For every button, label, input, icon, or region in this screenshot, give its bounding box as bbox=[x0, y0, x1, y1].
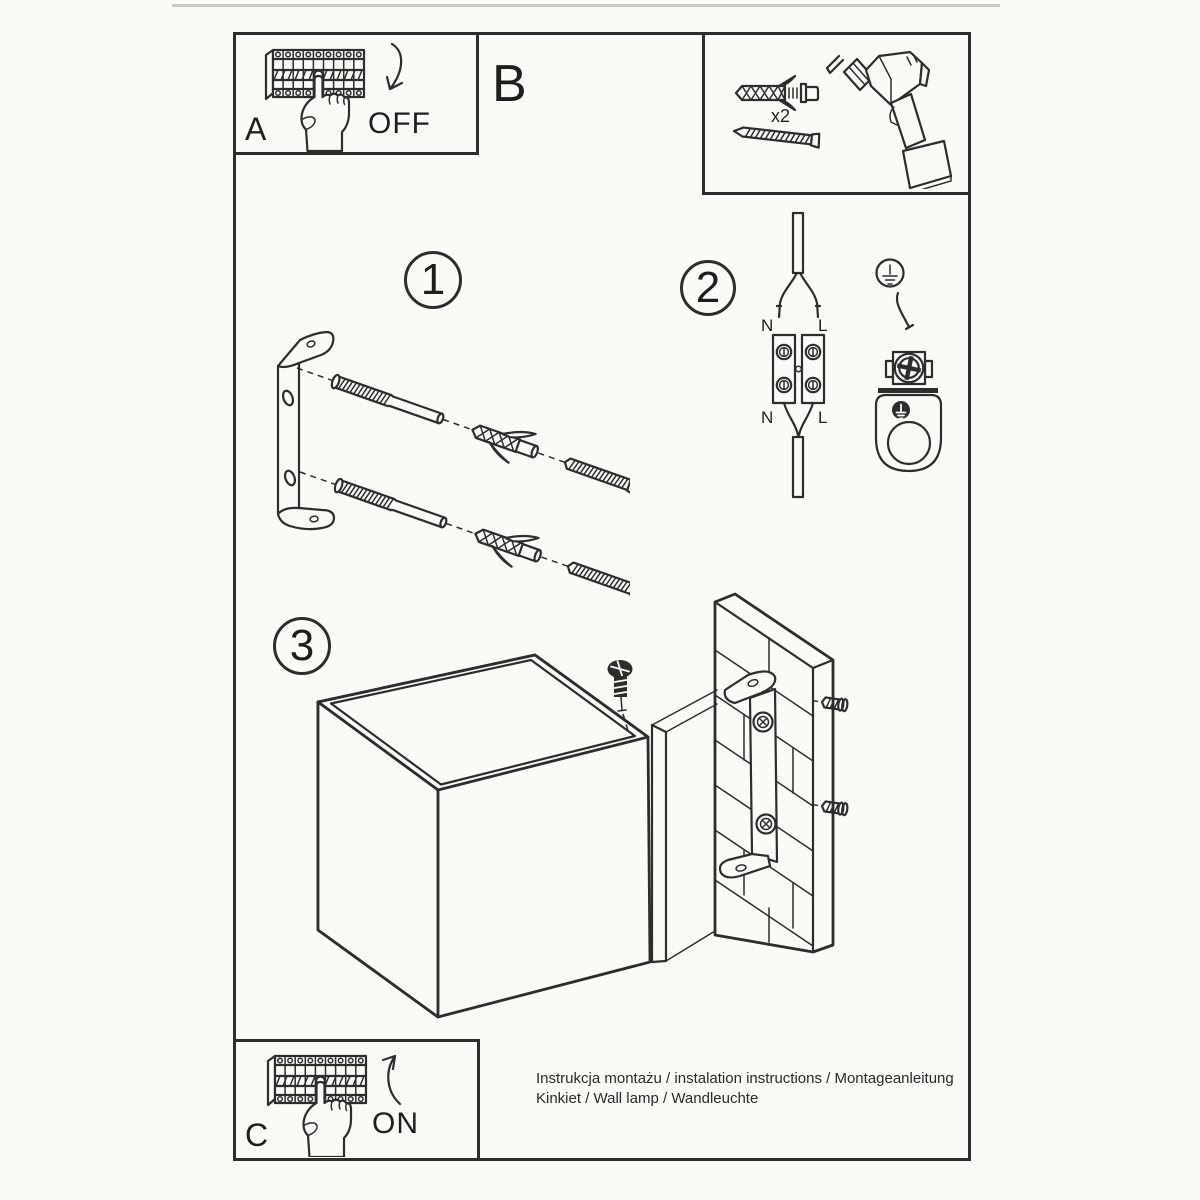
earth-wire-icon bbox=[897, 293, 913, 329]
off-label: OFF bbox=[368, 107, 431, 140]
step-1-number bbox=[404, 251, 462, 309]
footer-line-2: Kinkiet / Wall lamp / Wandleuchte bbox=[536, 1090, 759, 1107]
step-1-digit: 1 bbox=[420, 255, 446, 304]
step-a-power-off-box bbox=[233, 32, 479, 155]
lamp-cube-icon bbox=[318, 655, 650, 1017]
terminal-block-icon bbox=[773, 335, 824, 403]
wire-label-n-bottom: N bbox=[761, 408, 774, 427]
footer-text bbox=[536, 1069, 976, 1109]
quantity-label: x2 bbox=[771, 106, 791, 126]
step-c-power-on-box bbox=[233, 1039, 480, 1161]
lamp-cable-icon bbox=[784, 403, 813, 497]
step-2-wiring-illustration bbox=[755, 205, 955, 505]
screw-icon bbox=[733, 124, 820, 148]
tools-illustration bbox=[713, 39, 963, 189]
mounting-bracket-icon bbox=[278, 332, 334, 529]
section-b-label: B bbox=[492, 55, 527, 113]
arrow-up-icon bbox=[383, 1056, 400, 1104]
lamp-back-plate-icon bbox=[652, 690, 717, 962]
step-3-mounting-illustration bbox=[280, 590, 880, 1030]
box-a-label: A bbox=[245, 111, 267, 147]
step-2-digit: 2 bbox=[695, 263, 721, 312]
wire-label-n-top: N bbox=[761, 316, 774, 335]
wire-label-l-bottom: L bbox=[818, 408, 828, 427]
breaker-on-illustration bbox=[253, 1047, 443, 1157]
canopy-icon bbox=[876, 388, 941, 471]
scanned-page-top-edge bbox=[172, 4, 1000, 7]
step-b-tools-box bbox=[702, 32, 971, 195]
footer-line-1: Instrukcja montażu / instalation instructions / Montageanleitung bbox=[536, 1070, 954, 1087]
drill-icon bbox=[827, 52, 951, 189]
earth-symbol-icon bbox=[877, 260, 904, 287]
wall-anchor-icon bbox=[736, 76, 818, 110]
step-3-digit: 3 bbox=[289, 621, 315, 670]
step-1-bracket-and-screws-illustration bbox=[270, 322, 630, 612]
on-label: ON bbox=[372, 1107, 419, 1140]
anchor-wing-top bbox=[779, 76, 795, 86]
supply-cable-icon bbox=[777, 213, 820, 317]
arrow-down-icon bbox=[387, 44, 402, 89]
box-c-label: C bbox=[245, 1117, 269, 1153]
earth-terminal-icon bbox=[886, 352, 932, 384]
wire-label-l-top: L bbox=[818, 316, 828, 335]
step-2-number bbox=[680, 260, 736, 316]
